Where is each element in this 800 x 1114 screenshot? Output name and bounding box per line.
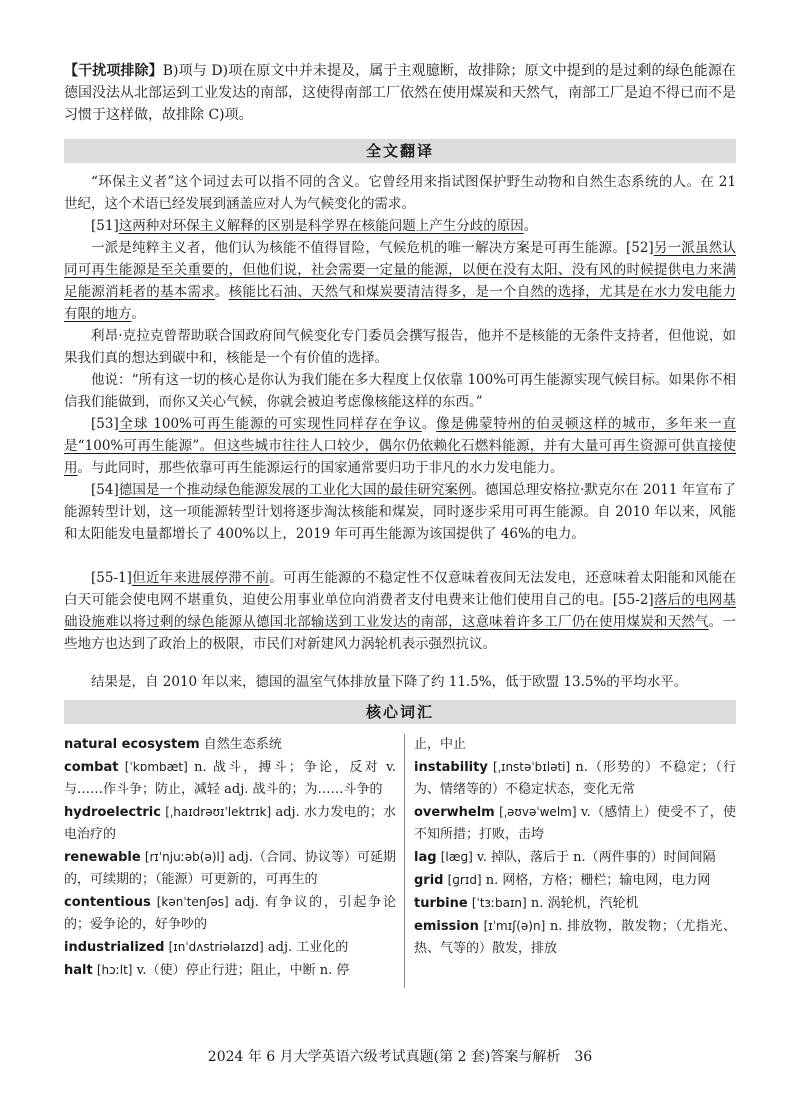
- question-tag-55-2: [55-2]: [612, 592, 654, 608]
- vocab-entry: contentious [kənˈtenʃəs] adj. 有争议的，引起争论的；爱争论的，好争吵的: [64, 895, 396, 932]
- translation-paragraph-6: [53]全球 100%可再生能源的可实现性同样存在争议。像是佛蒙特州的伯灵顿这样的城市，多年来一直是“100%可再生能源”。但这些城市往往人口较少，偶尔仍依赖化石燃料能源，并有大量可再生资源可供直接使用。与此同时，那些依靠可再生能源运行的国家通常要归功于非凡的水力发电能力。: [64, 416, 737, 476]
- answer-sentence-53-b: 像是佛蒙特州的伯灵顿这样的城市，多年来一直是“100%可再生能源”。但这些城市往往人口较少，偶尔仍依赖化石燃料能源，并有大量可再生资源可供直接使用: [64, 416, 737, 476]
- vocabulary-left-column: [64, 734, 396, 982]
- question-tag-54: [54]: [91, 482, 119, 498]
- vocab-entry: emission [ɪˈmɪʃ(ə)n] n. 排放物，散发物；（尤指光、热、气等的）散发，排放: [414, 919, 736, 956]
- distractor-analysis: [64, 60, 736, 126]
- vocab-entry: grid [ɡrɪd] n. 网格，方格；栅栏；输电网，电力网: [414, 873, 711, 888]
- vocabulary-right-column: [414, 734, 736, 960]
- vocab-entry: instability [ˌɪnstəˈbɪləti] n.（形势的）不稳定；（行为、情绪等的）不稳定状态，变化无常: [414, 760, 736, 797]
- answer-sentence-52-b: 核能比石油、天然气和煤炭要清洁得多，是一个自然的选择，尤其是在水力发电能力有限的地方: [64, 284, 736, 322]
- answer-sentence-55-2: 落后的电网基础设施难以将过剩的绿色能源从德国北部输送到工业发达的南部，这意味着许多工厂仍在使用煤炭和天然气: [64, 592, 737, 630]
- question-tag-52: [52]: [625, 240, 654, 256]
- answer-sentence-55-1: 但近年来进展停滞不前: [131, 570, 270, 586]
- translation-paragraph-3: 一派是纯粹主义者，他们认为核能不值得冒险，气候危机的唯一解决方案是可再生能源。[52]另一派虽然认同可再生能源是至关重要的，但他们说，社会需要一定量的能源，以便在没有太阳、没有风的时候提供电力来满足能源消耗者的基本需求。核能比石油、天然气和煤炭要清洁得多，是一个自然的选择，尤其是在水力发电能力有限的地方。: [64, 240, 737, 322]
- translation-paragraph-1: “环保主义者”这个词过去可以指不同的含义。它曾经用来指试图保护野生动物和自然生态系统的人。在 21 世纪，这个术语已经发展到涵盖应对人为气候变化的需求。: [64, 174, 736, 212]
- translation-paragraph-4: 利昂·克拉克曾帮助联合国政府间气候变化专门委员会撰写报告，他并不是核能的无条件支持者，但他说，如果我们真的想达到碳中和，核能是一个有价值的选择。: [64, 328, 736, 366]
- vocab-entry: lag [læɡ] v. 掉队，落后于 n.（两件事的）时间间隔: [414, 850, 716, 865]
- translation-paragraph-2: [51]这两种对环保主义解释的区别是科学界在核能问题上产生分歧的原因。: [91, 218, 538, 234]
- column-divider: [404, 734, 405, 988]
- vocab-entry: natural ecosystem 自然生态系统: [64, 737, 282, 752]
- question-tag-51: [51]: [91, 218, 119, 234]
- answer-sentence-52: 另一派虽然认同可再生能源是至关重要的，但他们说，社会需要一定量的能源，以便在没有太阳、没有风的时候提供电力来满足能源消耗者的基本需求: [64, 240, 737, 300]
- distractor-label: 【干扰项排除】: [64, 63, 163, 79]
- question-tag-55-1: [55-1]: [91, 570, 132, 586]
- vocab-entry: overwhelm [ˌəʊvəˈwelm] v.（感情上）使受不了，使不知所措；打败，击垮: [414, 805, 736, 842]
- page-footer: 2024 年 6 月大学英语六级考试真题(第 2 套)答案与解析 36: [207, 1049, 593, 1065]
- translation-paragraph-7: [54]德国是一个推动绿色能源发展的工业化大国的最佳研究案例。德国总理安格拉·默克尔在 2011 年宣布了能源转型计划，这一项能源转型计划将逐步淘汰核能和煤炭，同时逐步采用可再生能源。自 2010 年以来，风能和太阳能发电量都增长了 400%以上，2019 年可再生能源为该国提供了 46%的电力。: [64, 482, 736, 542]
- vocab-entry: hydroelectric [ˌhaɪdrəʊɪˈlektrɪk] adj. 水力发电的；水电治疗的: [64, 805, 396, 842]
- answer-sentence-51: 这两种对环保主义解释的区别是科学界在核能问题上产生分歧的原因: [118, 218, 524, 234]
- distractor-text: B)项与 D)项在原文中并未提及，属于主观臆断，故排除；原文中提到的是过剩的绿色能源在德国没法从北部运到工业发达的南部，这使得南部工厂依然在使用煤炭和天然气，南部工厂是迫不得已而不是习惯于这样做，故排除 C)项。: [64, 63, 736, 123]
- question-tag-53: [53]: [91, 416, 119, 432]
- answer-sentence-53: 全球 100%可再生能源的可实现性同样存在争议: [118, 416, 422, 432]
- translation-paragraph-8: [55-1]但近年来进展停滞不前。可再生能源的不稳定性不仅意味着夜间无法发电，还意味着太阳能和风能在白天可能会使电网不堪重负，迫使公用事业单位向消费者支付电费来让他们使用自己的电。[55-2]落后的电网基础设施难以将过剩的绿色能源从德国北部输送到工业发达的南部，这意味着许多工厂仍在使用煤炭和天然气。一些地方也达到了政治上的极限，市民们对新建风力涡轮机表示强烈抗议。: [64, 570, 737, 652]
- vocab-entry: industrialized [ɪnˈdʌstriəlaɪzd] adj. 工业化的: [64, 940, 349, 955]
- vocab-entry: combat [ˈkɒmbæt] n. 战斗，搏斗；争论，反对 v. 与……作斗争；防止，减轻 adj. 战斗的；为……斗争的: [64, 760, 396, 797]
- vocabulary-heading: 核心词汇: [64, 700, 736, 724]
- vocab-entry: turbine [ˈtɜːbaɪn] n. 涡轮机，汽轮机: [414, 896, 639, 911]
- vocab-entry-continued: 止，中止: [414, 737, 467, 752]
- vocab-entry: renewable [rɪˈnjuːəb(ə)l] adj.（合同、协议等）可延期的，可续期的；（能源）可更新的，可再生的: [64, 850, 396, 887]
- answer-sentence-54: 德国是一个推动绿色能源发展的工业化大国的最佳研究案例: [118, 482, 472, 498]
- translation-heading: 全文翻译: [64, 139, 736, 163]
- translation-paragraph-9: 结果是，自 2010 年以来，德国的温室气体排放量下降了约 11.5%，低于欧盟 13.5%的平均水平。: [91, 674, 688, 690]
- vocab-entry: halt [hɔːlt] v.（使）停止行进；阻止，中断 n. 停: [64, 963, 350, 978]
- translation-paragraph-5: 他说：“所有这一切的核心是你认为我们能在多大程度上仅依靠 100%可再生能源实现气候目标。如果你不相信我们能做到，而你又关心气候，你就会被迫考虑像核能这样的东西。”: [64, 372, 736, 410]
